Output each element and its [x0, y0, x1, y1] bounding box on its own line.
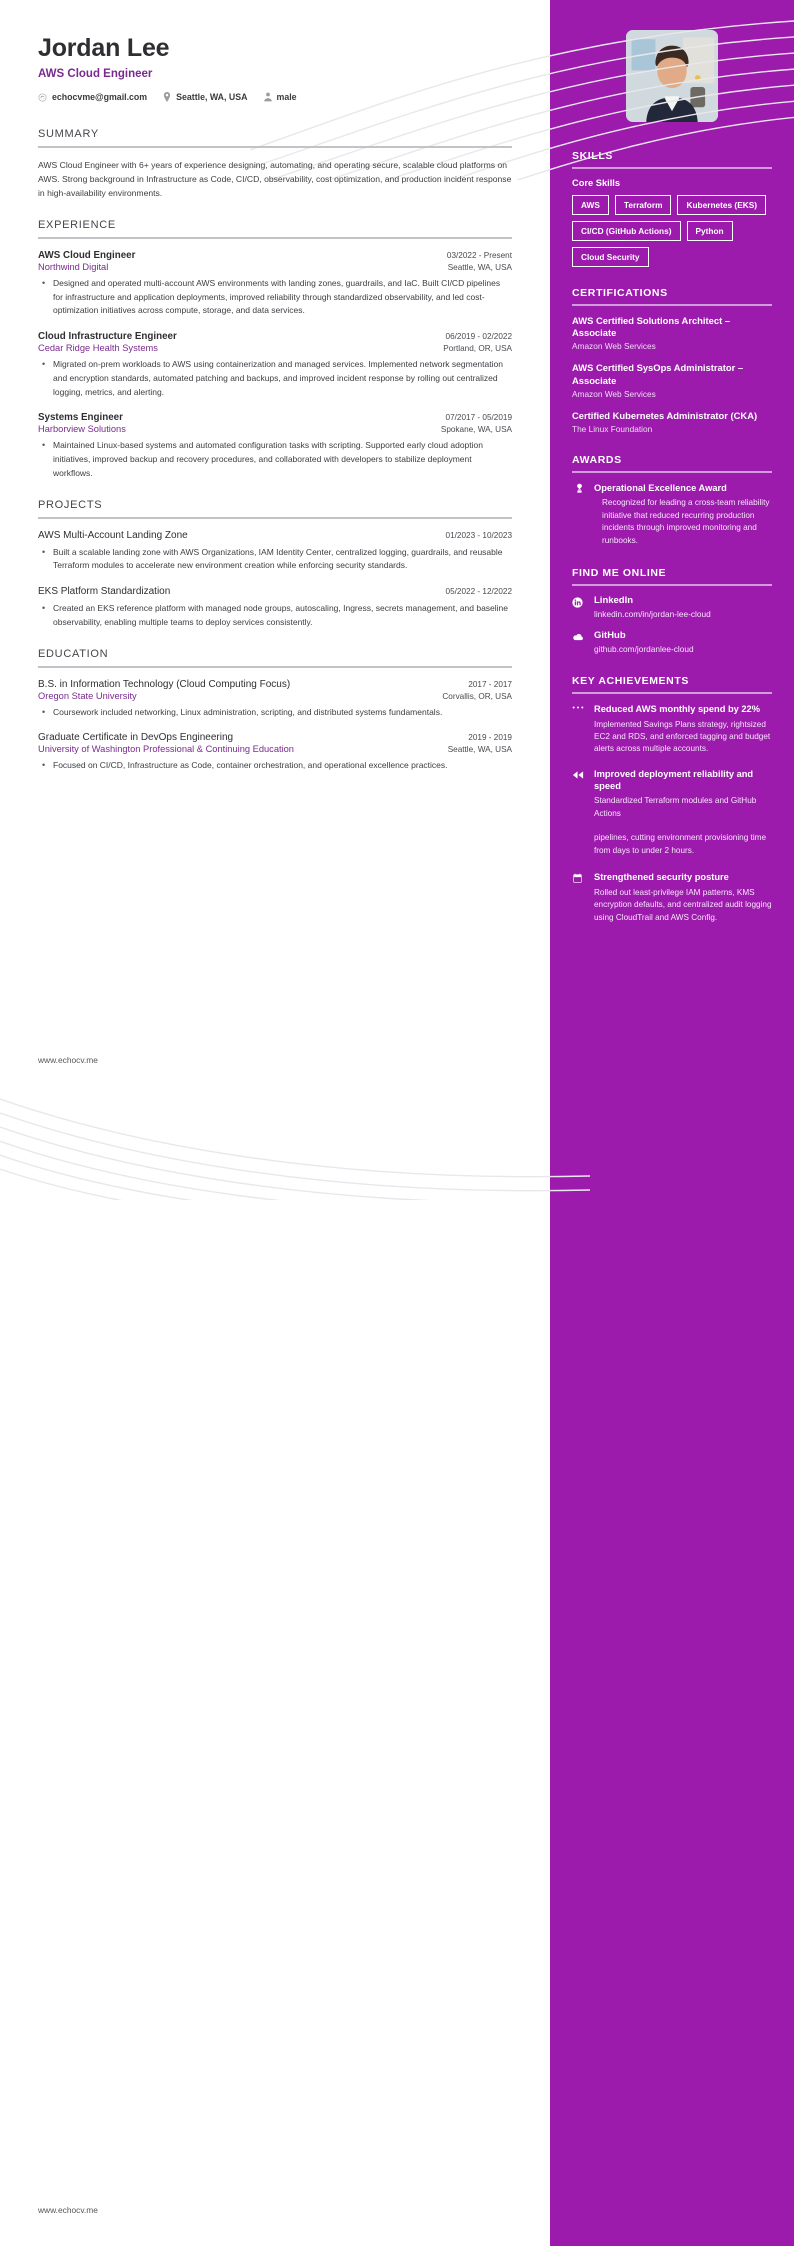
contact-email: [38, 92, 147, 102]
sidebar-section-certifications: [572, 287, 772, 434]
certification-item: [572, 410, 772, 434]
job-location: Seattle, WA, USA: [447, 262, 512, 272]
email-text: echocvme@gmail.com: [52, 92, 148, 102]
bullet-list: [38, 706, 512, 720]
projects-list: [38, 530, 512, 630]
divider: [572, 167, 772, 169]
divider: [38, 146, 512, 148]
divider: [38, 517, 512, 519]
experience-heading: EXPERIENCE: [38, 218, 116, 231]
location-pin-icon: [163, 92, 171, 102]
project-date-range: 01/2023 - 10/2023: [445, 530, 512, 540]
dots-icon: [572, 703, 586, 756]
contact-gender: [264, 92, 297, 102]
achievement-description: Standardized Terraform modules and GitHub Actions: [594, 796, 757, 818]
job-title: Cloud Infrastructure Engineer: [38, 331, 177, 343]
education-entry: [38, 732, 512, 773]
skills-group-label: Core Skills: [572, 178, 621, 188]
online-link-item[interactable]: [572, 630, 772, 655]
job-date-range: 03/2022 - Present: [446, 250, 512, 260]
linkedin-icon: [572, 595, 586, 620]
job-title: AWS Cloud Engineer: [38, 249, 136, 261]
bullet-item: • Coursework included networking, Linux administration, scripting, and distributed systems fundamentals.: [51, 706, 512, 720]
education-location: Corvallis, OR, USA: [442, 691, 512, 701]
certification-issuer: Amazon Web Services: [572, 388, 656, 399]
certification-issuer: The Linux Foundation: [572, 424, 653, 435]
entry-header: [38, 679, 512, 690]
sidebar-section-awards: [572, 454, 772, 547]
divider: [572, 692, 772, 694]
project-date-range: 05/2022 - 12/2022: [445, 587, 512, 597]
experience-entry: [38, 412, 512, 480]
calendar-icon: [572, 871, 586, 924]
github-icon: [572, 630, 586, 655]
bullet-list: [38, 439, 512, 480]
project-entry: [38, 530, 512, 574]
entry-subheader: [38, 744, 512, 754]
main-column: [0, 0, 550, 811]
entry-header: [38, 331, 512, 342]
avatar: [626, 30, 718, 122]
entry-subheader: [38, 424, 512, 434]
skill-chip-list: [572, 195, 772, 267]
company-name: Northwind Digital: [38, 261, 109, 272]
link-label: GitHub: [594, 630, 626, 642]
job-role-subtitle: AWS Cloud Engineer: [38, 68, 153, 80]
divider: [572, 471, 772, 473]
entry-subheader: [38, 691, 512, 701]
experience-list: [38, 250, 512, 481]
experience-entry: [38, 250, 512, 318]
education-date-range: 2017 - 2017: [468, 679, 512, 689]
certification-list: [572, 315, 772, 434]
skill-chip[interactable]: AWS: [572, 195, 609, 215]
skill-chip[interactable]: Terraform: [615, 195, 672, 215]
entry-header: [38, 732, 512, 743]
entry-header: [38, 250, 512, 261]
education-location: Seattle, WA, USA: [447, 745, 512, 755]
project-name: EKS Platform Standardization: [38, 586, 171, 598]
achievement-name: Improved deployment reliability and speed: [594, 768, 754, 792]
bullet-item: • Created an EKS reference platform with managed node groups, autoscaling, Ingress, secrets management, and baseline observability, enabling multiple teams to deploy services consistently.: [51, 602, 512, 630]
skill-chip[interactable]: CI/CD (GitHub Actions): [572, 221, 681, 241]
section-projects: [38, 499, 512, 630]
degree-name: Graduate Certificate in DevOps Engineering: [38, 732, 234, 744]
entry-subheader: [38, 262, 512, 272]
education-list: [38, 679, 512, 774]
certifications-heading: CERTIFICATIONS: [572, 287, 668, 299]
award-name: Operational Excellence Award: [594, 483, 727, 494]
education-heading: EDUCATION: [38, 647, 109, 660]
decorative-waves-middle: [0, 1080, 590, 1200]
sidebar-section-skills: [572, 150, 772, 267]
job-date-range: 07/2017 - 05/2019: [445, 413, 512, 423]
education-entry: [38, 679, 512, 720]
bullet-item: • Maintained Linux-based systems and automated configuration tasks with scripting. Supported early cloud adoption initiatives, improved backup and recovery procedures, and collaborated with developers to stabilize deployment workflows.: [51, 439, 512, 480]
job-location: Portland, OR, USA: [443, 344, 512, 354]
section-experience: [38, 219, 512, 481]
projects-heading: PROJECTS: [38, 498, 103, 511]
award-item: [572, 482, 772, 547]
achievement-description-continued: pipelines, cutting environment provisioning time from days to under 2 hours.: [594, 833, 767, 855]
footer-url-bottom: www.echocv.me: [38, 2205, 98, 2215]
job-date-range: 06/2019 - 02/2022: [445, 332, 512, 342]
achievement-item: [572, 871, 772, 924]
person-icon: [264, 92, 272, 102]
skill-chip[interactable]: Python: [687, 221, 733, 241]
location-text: Seattle, WA, USA: [176, 92, 248, 102]
project-entry: [38, 586, 512, 630]
section-education: [38, 648, 512, 774]
education-date-range: 2019 - 2019: [468, 733, 512, 743]
section-summary: [38, 128, 512, 201]
sidebar-section-key-achievements: [572, 675, 772, 924]
achievement-name: Strengthened security posture: [594, 872, 729, 883]
divider: [572, 584, 772, 586]
achievement-description: Implemented Savings Plans strategy, rightsized EC2 and RDS, and enforced tagging and budget alerts across multiple accounts.: [594, 719, 771, 754]
divider: [38, 666, 512, 668]
certification-name: AWS Certified Solutions Architect – Associate: [572, 315, 731, 339]
degree-name: B.S. in Information Technology (Cloud Computing Focus): [38, 678, 291, 690]
entry-header: [38, 412, 512, 423]
experience-entry: [38, 331, 512, 399]
certification-item: [572, 315, 772, 351]
link-url[interactable]: github.com/jordanlee-cloud: [594, 644, 694, 655]
skills-heading: SKILLS: [572, 150, 613, 162]
bullet-item: • Focused on CI/CD, Infrastructure as Code, container orchestration, and operational excellence practices.: [51, 759, 512, 773]
certification-name: Certified Kubernetes Administrator (CKA): [572, 409, 758, 421]
award-list: [572, 482, 772, 547]
key-achievements-heading: KEY ACHIEVEMENTS: [572, 675, 689, 688]
summary-heading: SUMMARY: [38, 128, 99, 140]
achievement-description: Rolled out least-privilege IAM patterns, KMS encryption defaults, and centralized audit logging using CloudTrail and AWS Config.: [594, 887, 772, 922]
find-me-online-heading: FIND ME ONLINE: [572, 567, 667, 580]
achievement-item: [572, 768, 772, 820]
sidebar-section-find-me-online: [572, 567, 772, 655]
bullet-list: [38, 358, 512, 399]
online-link-item[interactable]: [572, 595, 772, 620]
bullet-list: [38, 277, 512, 318]
gender-text: male: [276, 92, 297, 102]
achievement-item: [572, 703, 772, 756]
certification-name: AWS Certified SysOps Administrator – Associate: [572, 362, 744, 386]
entry-header: [38, 530, 512, 541]
bullet-item: • Built a scalable landing zone with AWS Organizations, IAM Identity Center, centralized logging, guardrails, and reusable Terraform modules to accelerate new environment creation while enforcing security standards.: [51, 546, 512, 574]
page-title: Jordan Lee: [38, 34, 170, 62]
link-url[interactable]: linkedin.com/in/jordan-lee-cloud: [594, 609, 711, 620]
job-location: Spokane, WA, USA: [440, 425, 512, 435]
company-name: Harborview Solutions: [38, 424, 126, 435]
achievement-list: [572, 703, 772, 924]
achievement-name: Reduced AWS monthly spend by 22%: [594, 704, 760, 715]
certification-issuer: Amazon Web Services: [572, 341, 656, 352]
contact-row: [38, 92, 512, 102]
entry-subheader: [38, 343, 512, 353]
awards-heading: AWARDS: [572, 454, 622, 467]
link-label: LinkedIn: [594, 595, 634, 607]
bullet-list: [38, 546, 512, 574]
school-name: Oregon State University: [38, 690, 137, 701]
certification-item: [572, 362, 772, 398]
job-title: Systems Engineer: [38, 412, 123, 424]
trophy-icon: [572, 482, 586, 547]
bullet-item: • Designed and operated multi-account AWS environments with landing zones, guardrails, and IaC. Built CI/CD pipelines for infrastructure and application deployments, improved reliability through standardized observability, and led cost-optimization initiatives across compute, storage, and data services.: [51, 277, 512, 318]
email-icon: [38, 93, 47, 102]
online-link-list: [572, 595, 772, 655]
divider: [572, 304, 772, 306]
skill-chip[interactable]: Kubernetes (EKS): [677, 195, 766, 215]
project-name: AWS Multi-Account Landing Zone: [38, 529, 188, 541]
school-name: University of Washington Professional & Continuing Education: [38, 744, 294, 755]
company-name: Cedar Ridge Health Systems: [38, 343, 158, 354]
entry-header: [38, 586, 512, 597]
award-description: Recognized for leading a cross-team reliability initiative that reduced recurring production incidents through improved monitoring and runbooks.: [602, 498, 770, 545]
bullet-item: • Migrated on-prem workloads to AWS using containerization and managed services. Implemented network segmentation and encryption standards, automated patching and backups, and improved incident response by rolling out centralized logging, metrics, and alerting.: [51, 358, 512, 399]
bullet-list: [38, 602, 512, 630]
rewind-icon: [572, 768, 586, 820]
summary-text: AWS Cloud Engineer with 6+ years of experience designing, automating, and operating secure, scalable cloud platforms on AWS. Strong background in Infrastructure as Code, CI/CD, observability, cost optimization, and production incident response in high-availability environments.: [38, 160, 512, 198]
bullet-list: [38, 759, 512, 773]
skill-chip[interactable]: Cloud Security: [572, 247, 649, 267]
divider: [38, 237, 512, 239]
footer-url-top: www.echocv.me: [38, 1055, 98, 1065]
contact-location: [163, 92, 247, 102]
sidebar: [550, 0, 794, 2246]
